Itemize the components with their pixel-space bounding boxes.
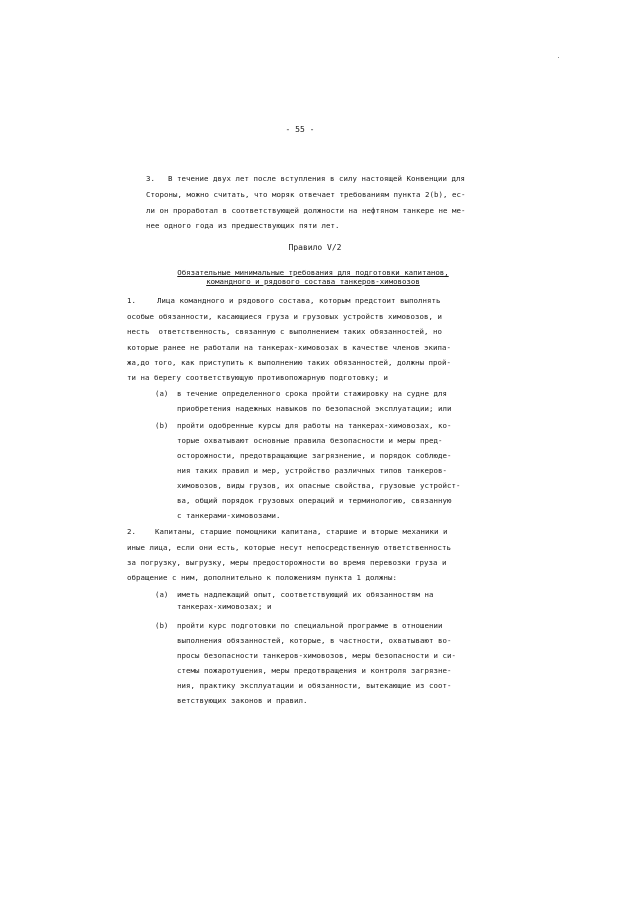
para2-item-a-line: иметь надлежащий опыт, соответствующий их обязанностям на [177, 590, 434, 599]
rule-heading-line: Обязательные минимальные требования для подготовки капитанов, [177, 268, 449, 277]
para1-line: жа,до того, как приступить к выполнению таких обязанностей, должны прой- [127, 358, 451, 367]
para2-line: за погрузку, выгрузку, меры предосторожности во время перевозки груза и [127, 558, 447, 567]
para2-item-b-line: просы безопасности танкеров-химовозов, меры безопасности и си- [177, 651, 456, 660]
para1-item-b-line: ва, общий порядок грузовых операций и терминологию, связанную [177, 496, 452, 505]
para2-item-a-label: (a) [155, 590, 169, 599]
para1-line: особые обязанности, касающиеся груза и грузовых устройств химовозов, и [127, 312, 442, 321]
para2-item-b-line: ветствующих законов и правил. [177, 696, 308, 705]
para1-item-b-line: осторожности, предотвращающие загрязнение, и порядок соблюде- [177, 451, 452, 460]
para3-line: нее одного года из предшествующих пяти лет. [146, 221, 340, 230]
para2-line: обращение с ним, дополнительно к положениям пункта 1 должны: [127, 573, 397, 582]
para3-line: В течение двух лет после вступления в силу настоящей Конвенции для [168, 174, 465, 183]
para1-item-a-line: приобретения надежных навыков по безопасной эксплуатации; или [177, 404, 452, 413]
para2-line: иные лица, если они есть, которые несут непосредственную ответственность [127, 543, 451, 552]
para1-number: 1. [127, 296, 136, 305]
para2-item-b-line: ния, практику эксплуатации и обязанности, вытекающие из соот- [177, 681, 452, 690]
para1-item-b-line: с танкерами-химовозами. [177, 511, 281, 520]
para3-number: 3. [146, 174, 155, 183]
para1-item-b-line: химовозов, виды грузов, их опасные свойства, грузовые устройст- [177, 481, 461, 490]
rule-heading-line: командного и рядового состава танкеров-химовозов [206, 277, 420, 286]
para1-item-b-line: ния таких правил и мер, устройство различных типов танкеров- [177, 466, 447, 475]
rule-title: Правило V/2 [288, 243, 342, 252]
para3-line: Стороны, можно считать, что моряк отвечает требованиям пункта 2(b), ес- [146, 190, 466, 199]
para1-line: несть ответственность, связанную с выполнением таких обязанностей, но [127, 327, 442, 336]
para1-item-b-line: торые охватывают основные правила безопасности и меры пред- [177, 436, 443, 445]
para1-item-b-label: (b) [155, 421, 169, 430]
para1-item-b-line: пройти одобренные курсы для работы на танкерах-химовозах, ко- [177, 421, 452, 430]
para1-item-a-label: (a) [155, 389, 169, 398]
para2-item-b-line: пройти курс подготовки по специальной программе в отношении [177, 621, 443, 630]
para2-line: Капитаны, старшие помощники капитана, старшие и вторые механики и [155, 527, 448, 536]
para1-line: ти на берегу соответствующую противопожарную подготовку; и [127, 373, 388, 382]
para1-line: которые ранее не работали на танкерах-химовозах в качестве членов экипа- [127, 343, 451, 352]
para1-item-a-line: в течение определенного срока пройти стажировку на судне для [177, 389, 447, 398]
para2-item-b-line: выполнения обязанностей, которые, в частности, охватывают во- [177, 636, 452, 645]
para3-line: ли он проработал в соответствующей должности на нефтяном танкере не ме- [146, 206, 466, 215]
para2-item-a-line: танкерах-химовозах; и [177, 602, 272, 611]
para2-number: 2. [127, 527, 136, 536]
page-number: - 55 - [285, 125, 315, 134]
para2-item-b-label: (b) [155, 621, 169, 630]
para2-item-b-line: стемы пожаротушения, меры предотвращения и контроля загрязне- [177, 666, 452, 675]
para1-line: Лица командного и рядового состава, которым предстоит выполнять [157, 296, 441, 305]
scan-speck [558, 57, 559, 58]
